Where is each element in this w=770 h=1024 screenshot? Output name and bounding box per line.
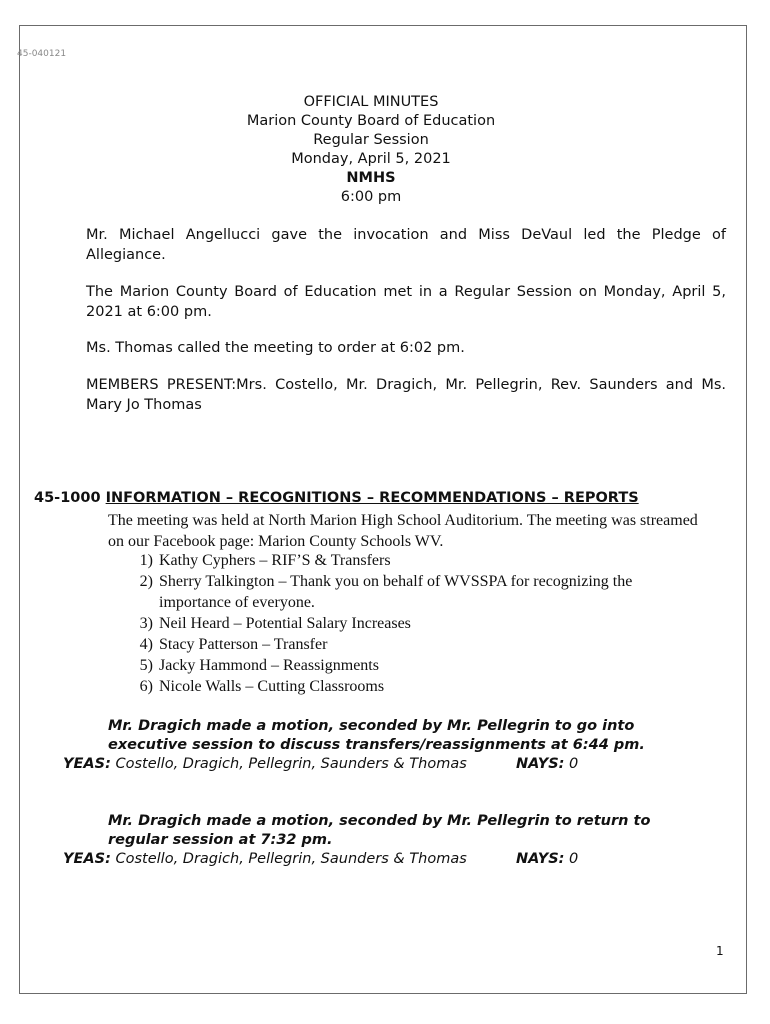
report-list: [108, 550, 708, 697]
nays-group: [516, 755, 578, 774]
minutes-header: [0, 93, 742, 207]
document-id: 45-040121: [17, 49, 67, 59]
nays-count: 0: [569, 756, 579, 772]
header-location: NMHS: [346, 170, 396, 186]
vote-line: [63, 850, 579, 869]
list-item: 6) Nicole Walls – Cutting Classrooms: [139, 678, 385, 695]
nays-label: NAYS:: [516, 851, 565, 867]
list-item: 5) Jacky Hammond – Reassignments: [139, 657, 379, 674]
section-number: 45-1000: [34, 490, 101, 506]
members-present-paragraph: MEMBERS PRESENT:Mrs. Costello, Mr. Dragich, Mr. Pellegrin, Rev. Saunders and Ms. Mary Jo Thomas: [86, 377, 726, 413]
yeas-names: Costello, Dragich, Pellegrin, Saunders & Thomas: [115, 851, 467, 867]
list-item: 1) Kathy Cyphers – RIF’S & Transfers: [139, 552, 391, 569]
section-intro: The meeting was held at North Marion High School Auditorium. The meeting was streamed on our Facebook page: Marion County Schools WV.: [108, 512, 698, 550]
section-title: INFORMATION – RECOGNITIONS – RECOMMENDATIONS – REPORTS: [105, 490, 639, 506]
page-number: 1: [716, 944, 724, 958]
call-to-order-paragraph: Ms. Thomas called the meeting to order at 6:02 pm.: [86, 340, 465, 356]
header-time: 6:00 pm: [340, 189, 402, 205]
yeas-label: YEAS:: [63, 851, 111, 867]
invocation-paragraph: Mr. Michael Angellucci gave the invocation and Miss DeVaul led the Pledge of Allegiance.: [86, 227, 726, 263]
nays-group: [516, 850, 578, 869]
vote-line: [63, 755, 579, 774]
session-paragraph: The Marion County Board of Education met in a Regular Session on Monday, April 5, 2021 at 6:00 pm.: [86, 284, 726, 320]
header-date: Monday, April 5, 2021: [291, 151, 451, 167]
header-official-minutes: OFFICIAL MINUTES: [303, 94, 439, 110]
nays-label: NAYS:: [516, 756, 565, 772]
header-session-type: Regular Session: [313, 132, 429, 148]
list-item: 2) Sherry Talkington – Thank you on behalf of WVSSPA for recognizing the importance of everyone.: [139, 573, 633, 611]
motion-return-regular-session: Mr. Dragich made a motion, seconded by Mr. Pellegrin to return to regular session at 7:32 pm.: [108, 813, 651, 848]
list-item: 4) Stacy Patterson – Transfer: [139, 636, 328, 653]
motion-executive-session: Mr. Dragich made a motion, seconded by Mr. Pellegrin to go into executive session to discuss transfers/reassignments at 6:44 pm.: [108, 718, 645, 753]
yeas-names: Costello, Dragich, Pellegrin, Saunders & Thomas: [115, 756, 467, 772]
list-item: 3) Neil Heard – Potential Salary Increases: [139, 615, 411, 632]
yeas-label: YEAS:: [63, 756, 111, 772]
header-board-name: Marion County Board of Education: [246, 113, 496, 129]
section-heading: [34, 490, 639, 506]
nays-count: 0: [569, 851, 579, 867]
